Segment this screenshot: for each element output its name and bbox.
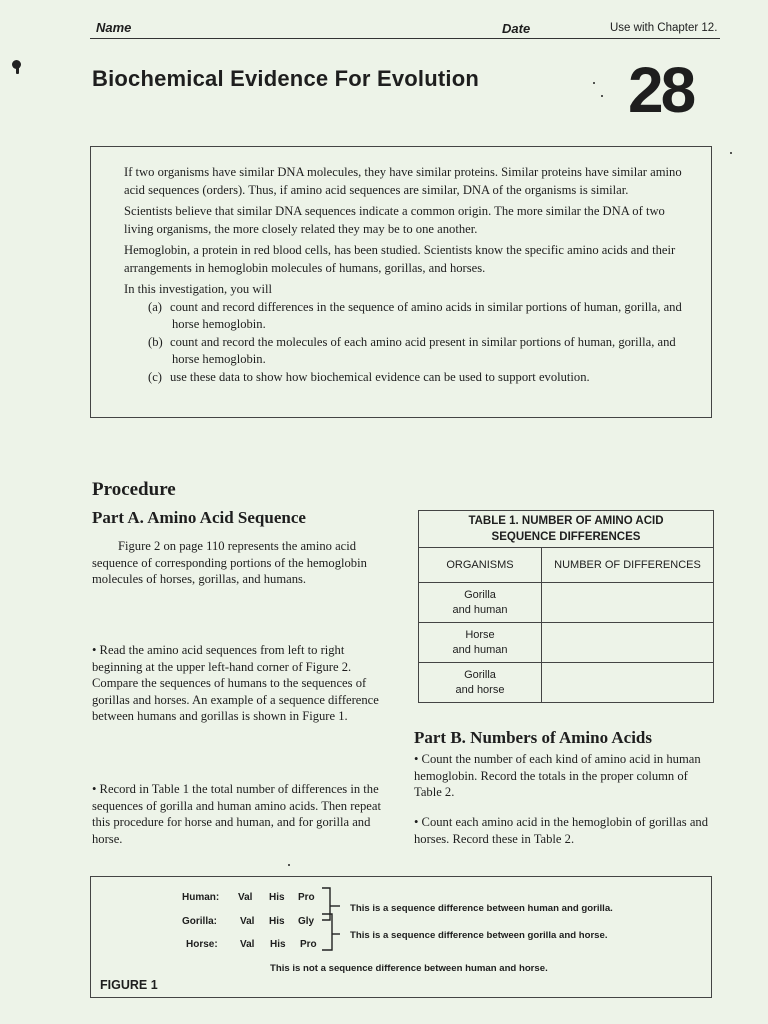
chapter-note: Use with Chapter 12. (610, 22, 718, 34)
amino-acid: Pro (300, 939, 317, 950)
amino-acid: Val (240, 939, 255, 950)
organism-line-2: and horse (455, 683, 505, 696)
differences-cell[interactable] (542, 583, 714, 623)
intro-paragraph-1: If two organisms have similar DNA molecules, they have similar proteins. Similar proteins have similar amino acid sequences (orders). Thus, if amino acid sequences are similar, DNA of the organisms is similar. (124, 165, 682, 197)
organism-cell (419, 623, 542, 663)
item-label: (a) (148, 299, 162, 314)
amino-acid: Val (240, 916, 255, 927)
table-1-title-line-1: TABLE 1. NUMBER OF AMINO ACID (468, 515, 664, 527)
date-label: Date (502, 21, 531, 36)
header-rule (90, 38, 720, 39)
note-gorilla-horse: This is a sequence difference between gorilla and horse. (350, 930, 608, 941)
organism-line-1: Gorilla (464, 588, 496, 601)
procedure-heading: Procedure (92, 479, 176, 500)
part-a-paragraph-1: Figure 2 on page 110 represents the amino acid sequence of corresponding portions of the hemoglobin molecules of horses, gorillas, and humans. (92, 539, 367, 587)
item-text: count and record the molecules of each amino acid present in similar portions of human, gorilla, and horse hemoglobin. (170, 334, 676, 366)
table-row (419, 623, 714, 663)
item-text: use these data to show how biochemical evidence can be used to support evolution. (170, 369, 590, 384)
amino-acid: His (269, 916, 285, 927)
amino-acid: Gly (298, 916, 315, 927)
scan-speck (288, 864, 290, 866)
organism-line-2: and human (452, 603, 508, 616)
table-1-title-line-2: SEQUENCE DIFFERENCES (491, 531, 641, 543)
column-header-differences: NUMBER OF DIFFERENCES (542, 548, 714, 583)
investigation-item-b (148, 334, 689, 369)
column-header-organisms: ORGANISMS (419, 548, 542, 583)
organism-cell (419, 583, 542, 623)
table-1-title (419, 511, 714, 548)
note-human-horse: This is not a sequence difference between human and horse. (270, 963, 548, 974)
bracket-human-gorilla (322, 888, 330, 920)
part-a-heading: Part A. Amino Acid Sequence (92, 508, 306, 527)
organism-cell (419, 663, 542, 703)
figure-1-caption: FIGURE 1 (100, 978, 158, 992)
human-label: Human: (182, 892, 220, 903)
part-a-paragraph-2: • Read the amino acid sequences from left to right beginning at the upper left-hand corner of Figure 2. Compare the sequences of humans to the sequences of gorillas and horses. An example of a sequence difference between humans and gorillas is shown in Figure 1. (92, 643, 379, 724)
intro-paragraph-4: In this investigation, you will (124, 282, 272, 296)
name-label: Name (96, 20, 132, 35)
intro-paragraph-3: Hemoglobin, a protein in red blood cells, has been studied. Scientists know the specific amino acids and their arrangements in hemoglobin molecules of humans, gorillas, and horses. (124, 243, 676, 275)
amino-acid: Val (238, 892, 253, 903)
lab-number: 28 (628, 54, 694, 126)
scan-speck (601, 95, 603, 97)
horse-label: Horse: (186, 939, 218, 950)
amino-acid: His (269, 892, 285, 903)
investigation-item-a (148, 299, 689, 334)
part-b-paragraph-1: • Count the number of each kind of amino acid in human hemoglobin. Record the totals in the proper column of Table 2. (414, 752, 701, 800)
part-b-heading: Part B. Numbers of Amino Acids (414, 728, 652, 747)
note-human-gorilla: This is a sequence difference between human and gorilla. (350, 903, 613, 914)
organism-line-1: Horse (465, 628, 495, 641)
table-row (419, 663, 714, 703)
amino-acid: His (270, 939, 286, 950)
organism-line-1: Gorilla (464, 668, 496, 681)
item-text: count and record differences in the sequence of amino acids in similar portions of human, gorilla, and horse hemoglobin. (170, 299, 682, 331)
part-a-paragraph-3: • Record in Table 1 the total number of differences in the sequences of gorilla and human amino acids. Then repeat this procedure for horse and human, and for gorilla and horse. (92, 782, 381, 846)
page-title: Biochemical Evidence For Evolution (92, 66, 479, 91)
part-b-paragraph-2: • Count each amino acid in the hemoglobin of gorillas and horses. Record these in Table 2. (414, 815, 708, 846)
differences-cell[interactable] (542, 623, 714, 663)
table-1 (418, 510, 714, 703)
item-label: (b) (148, 334, 163, 349)
table-row (419, 583, 714, 623)
scan-speck (730, 152, 732, 154)
figure-1-brackets (318, 884, 354, 964)
differences-cell[interactable] (542, 663, 714, 703)
item-label: (c) (148, 369, 162, 384)
investigation-item-c (148, 369, 689, 387)
intro-text (124, 164, 689, 386)
intro-paragraph-2: Scientists believe that similar DNA sequences indicate a common origin. The more similar the DNA of two living organisms, the more closely related they may be to one another. (124, 204, 665, 236)
scan-speck (593, 82, 595, 84)
organism-line-2: and human (452, 643, 508, 656)
scan-speck (16, 66, 19, 74)
gorilla-label: Gorilla: (182, 916, 218, 927)
amino-acid: Pro (298, 892, 315, 903)
